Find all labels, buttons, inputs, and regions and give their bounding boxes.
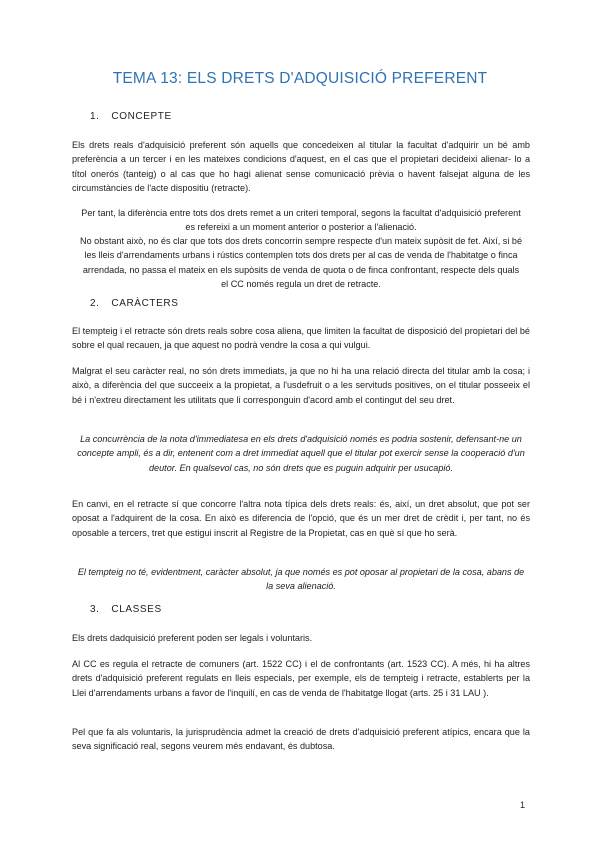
paragraph-concepte-no-obstant: No obstant això, no és clar que tots dos drets concorrin sempre respecte d'un mateix supòsit de fet. Així, si bé les lleis d'arrendaments urbans i rústics contemplen tots dos drets per al cas de venda de l'habitatge o finca arrendada, no passa el mateix en els supòsits de venda de quota o de finca confrontant, respecte dels quals el CC només regula un dret de retracte. [80, 236, 523, 290]
quote-tempteig: El tempteig no té, evidentment, caràcter absolut, ja que només es pot oposar al propietari de la cosa, abans de la seva alienació. [77, 567, 525, 592]
paragraph-classes-2: Al CC es regula el retracte de comuners (art. 1522 CC) i el de confrontants (art. 1523 CC). A més, hi ha altres drets d'adquisició preferent regulats en lleis especials, per exemple, els de tempteig i retracte, establerts per la Llei d'arrendaments urbans a favor de l'inquilí, en cas de venda de l'habitatge llogat (arts. 25 i 31 LAU ). [72, 659, 530, 698]
section-label: CLASSES [111, 604, 162, 615]
section-label: CARÀCTERS [111, 298, 179, 309]
section-label: CONCEPTE [111, 111, 172, 122]
section-heading-concepte [90, 111, 172, 122]
section-heading-caracters [90, 298, 178, 309]
quote-immediatesa: La concurrència de la nota d'immediatesa en els drets d'adquisició només es podria sostenir, defensant-ne un concepte ampli, és a dir, entenent com a dret immediat aquell que el titular pot exercir sense la cooperació d'un deutor. En qualsevol cas, no són drets que es puguin adquirir per usucapió. [77, 434, 525, 473]
section-number: 3. [90, 604, 100, 615]
page-number: 1 [520, 800, 526, 810]
paragraph-caracters-2: Malgrat el seu caràcter real, no són drets immediats, ja que no hi ha una relació directa del titular amb la cosa; i això, a diferència del que succeeix a la propietat, a l'usdefruit o a les servituds positives, on el titular posseeix el bé i n'extreu directament les utilitats que li corresponguin d'acord amb el contingut del seu dret. [72, 366, 530, 405]
paragraph-concepte-difference: Per tant, la diferència entre tots dos drets remet a un criteri temporal, segons la facultat d'adquisició preferent es refereixi a un moment anterior o posterior a l'alienació. [81, 208, 521, 233]
paragraph-classes-3: Pel que fa als voluntaris, la jurisprudència admet la creació de drets d'adquisició preferent atípics, encara que la seva significació real, segons veurem més endavant, és dubtosa. [72, 727, 530, 752]
section-heading-classes [90, 604, 162, 615]
paragraph-concepte-definition: Els drets reals d'adquisició preferent són aquells que concedeixen al titular la facultat d'adquirir un bé amb preferència a un tercer i en les mateixes condicions d'aquest, en el cas que el propietari decideixi alienar- lo a títol onerós (tanteig) o al cas que ho hagi alienat sense comunicació prèvia o havent falsejat alguna de les circumstàncies de l'acte dispositiu (retracte). [72, 140, 530, 194]
section-number: 2. [90, 298, 100, 309]
page-title: TEMA 13: ELS DRETS D'ADQUISICIÓ PREFERENT [112, 70, 488, 87]
paragraph-caracters-3: En canvi, en el retracte sí que concorre l'altra nota típica dels drets reals: és, així, un dret absolut, que pot ser oposat a l'adquirent de la cosa. En això es diferencia de l'opció, que és un mer dret de crèdit i, per tant, no és oposable a tercers, tret que estigui inscrit al Registre de la Propietat, cas en què sí que ho serà. [72, 499, 530, 538]
paragraph-caracters-1: El tempteig i el retracte són drets reals sobre cosa aliena, que limiten la facultat de disposició del propietari del bé sobre el qual recauen, ja que aquest no podrà vendre la cosa a qui vulgui. [72, 326, 530, 351]
section-number: 1. [90, 111, 100, 122]
paragraph-classes-1: Els drets dadquisició preferent poden ser legals i voluntaris. [72, 633, 313, 643]
